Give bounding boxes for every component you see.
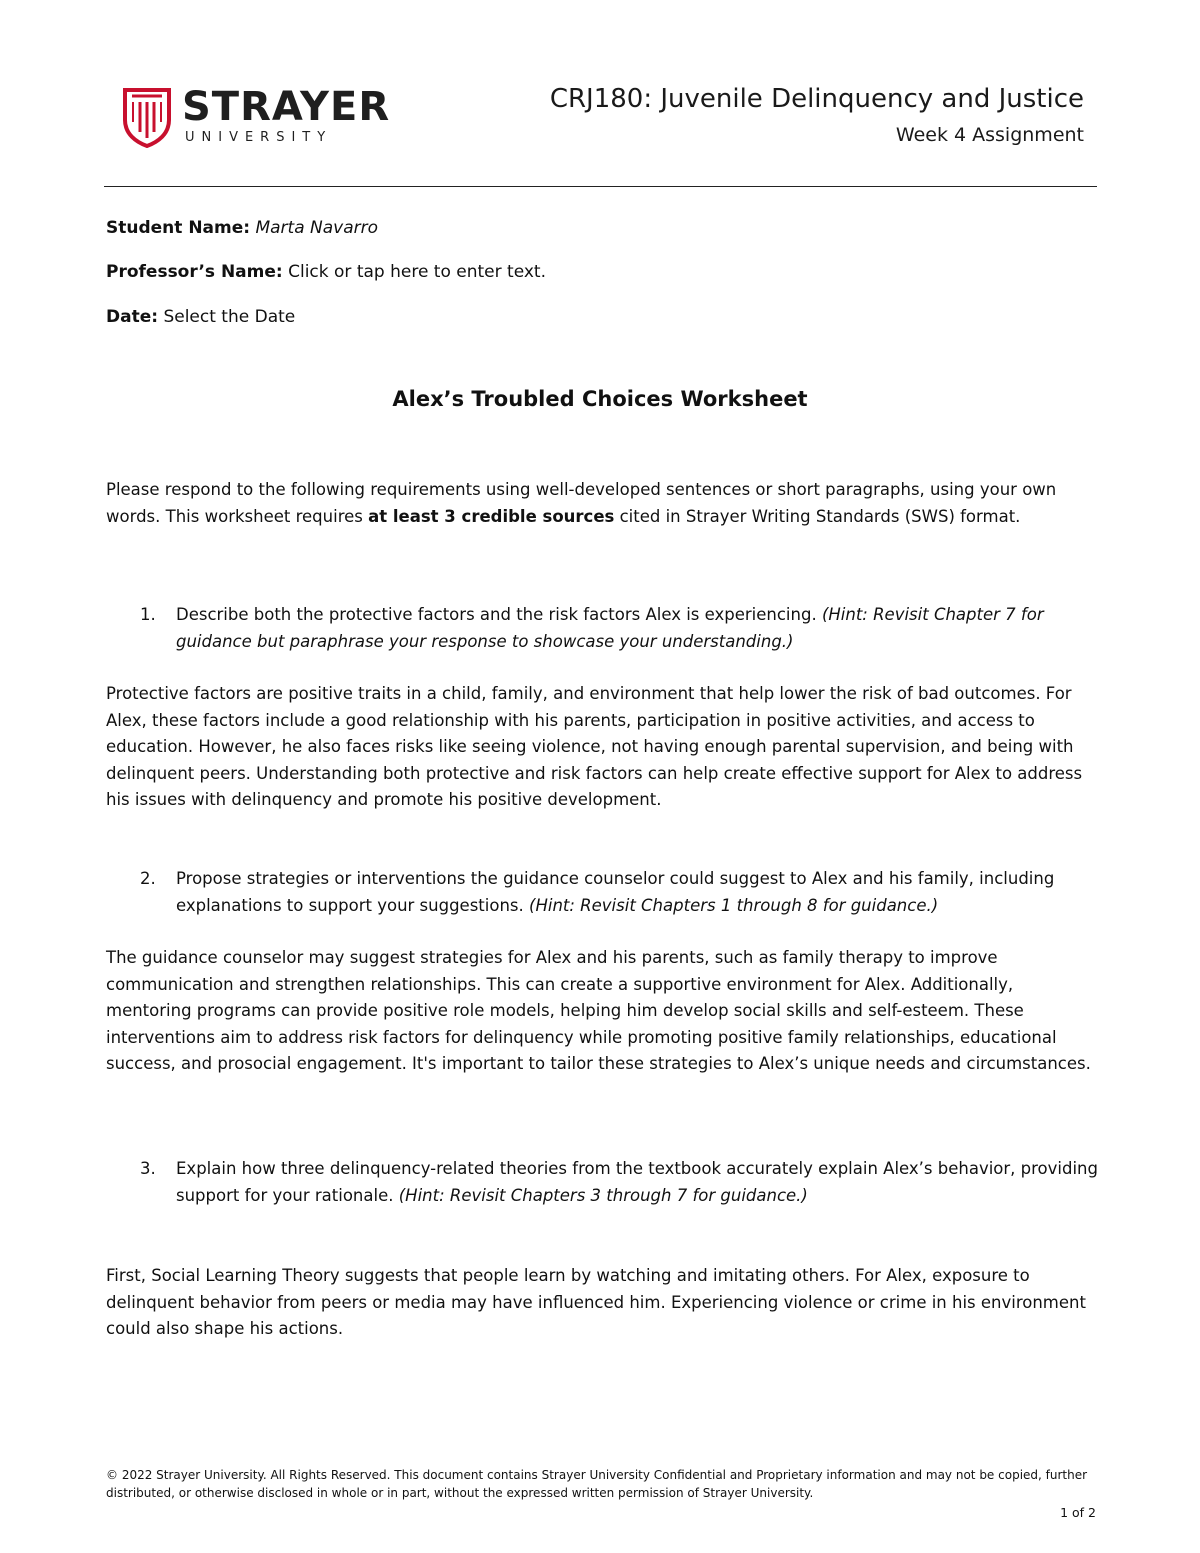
logo-subtitle: UNIVERSITY [185, 130, 333, 145]
intro-bold-text: at least 3 credible sources [368, 506, 615, 526]
question-number: 1. [140, 605, 156, 624]
course-title: CRJ180: Juvenile Delinquency and Justice [549, 84, 1084, 114]
question-text [176, 1156, 1101, 1209]
question-prompt: Describe both the protective factors and the risk factors Alex is experiencing. [176, 605, 822, 624]
question-text [176, 602, 1101, 655]
shield-icon [122, 86, 172, 148]
week-title: Week 4 Assignment [895, 124, 1084, 146]
answer-1: Protective factors are positive traits in a child, family, and environment that help lower the risk of bad outcomes. For Alex, these factors include a good relationship with his parents, participation in positive activities, and access to education. However, he also faces risks like seeing violence, not having enough parental supervision, and being with delinquent peers. Understanding both protective and risk factors can help create effective support for Alex to address his issues with delinquency and promote his positive development. [106, 684, 1083, 809]
date-value[interactable]: Select the Date [163, 307, 296, 327]
strayer-logo [122, 84, 391, 150]
question-text [176, 866, 1101, 919]
intro-paragraph [106, 477, 1101, 530]
professor-name-label: Professor’s Name: [106, 262, 283, 282]
answer-2: The guidance counselor may suggest strategies for Alex and his parents, such as family therapy to improve communication and strengthen relationships. This can create a supportive environment for Alex. Additionally, mentoring programs can provide positive role models, helping him develop social skills and self-esteem. These interventions aim to address risk factors for delinquency while promoting positive family relationships, educational success, and prosocial engagement. It's important to tailor these strategies to Alex’s unique needs and circumstances. [106, 948, 1091, 1073]
date-label: Date: [106, 307, 159, 327]
logo-wordmark: STRAYER [182, 84, 391, 130]
question-hint: (Hint: Revisit Chapter 7 for guidance but paraphrase your response to showcase your understanding.) [176, 605, 1044, 651]
question-number: 2. [140, 869, 156, 888]
question-hint: (Hint: Revisit Chapters 3 through 7 for guidance.) [398, 1185, 808, 1205]
header-divider [104, 186, 1097, 187]
student-name-value[interactable]: Marta Navarro [255, 218, 379, 238]
copyright-notice: © 2022 Strayer University. All Rights Reserved. This document contains Strayer University Confidential and Proprietary information and may not be copied, further distributed, or otherwise disclosed in whole or in part, without the expressed written permission of Strayer University. [106, 1468, 1088, 1500]
professor-name-value[interactable]: Click or tap here to enter text. [288, 262, 546, 282]
question-number: 3. [140, 1159, 156, 1178]
answer-3: First, Social Learning Theory suggests that people learn by watching and imitating others. For Alex, exposure to delinquent behavior from peers or media may have influenced him. Experiencing violence or crime in his environment could also shape his actions. [106, 1266, 1086, 1338]
intro-text-1: Please respond to the following requirements using well-developed sentences or short paragraphs, using your own words. This worksheet requires [106, 480, 1057, 526]
question-prompt: Explain how three delinquency-related theories from the textbook accurately explain Alex’s behavior, providing support for your rationale. [176, 1159, 1098, 1205]
professor-name-field [106, 262, 546, 282]
intro-text-2: cited in Strayer Writing Standards (SWS) format. [614, 506, 1021, 526]
worksheet-title: Alex’s Troubled Choices Worksheet [392, 387, 808, 411]
question-hint: (Hint: Revisit Chapters 1 through 8 for guidance.) [529, 895, 939, 915]
student-name-label: Student Name: [106, 218, 251, 238]
date-field [106, 307, 295, 327]
question-prompt: Propose strategies or interventions the guidance counselor could suggest to Alex and his family, including explanations to support your suggestions. [176, 869, 1055, 915]
page-number: 1 of 2 [1060, 1505, 1096, 1520]
student-name-field [106, 218, 378, 238]
